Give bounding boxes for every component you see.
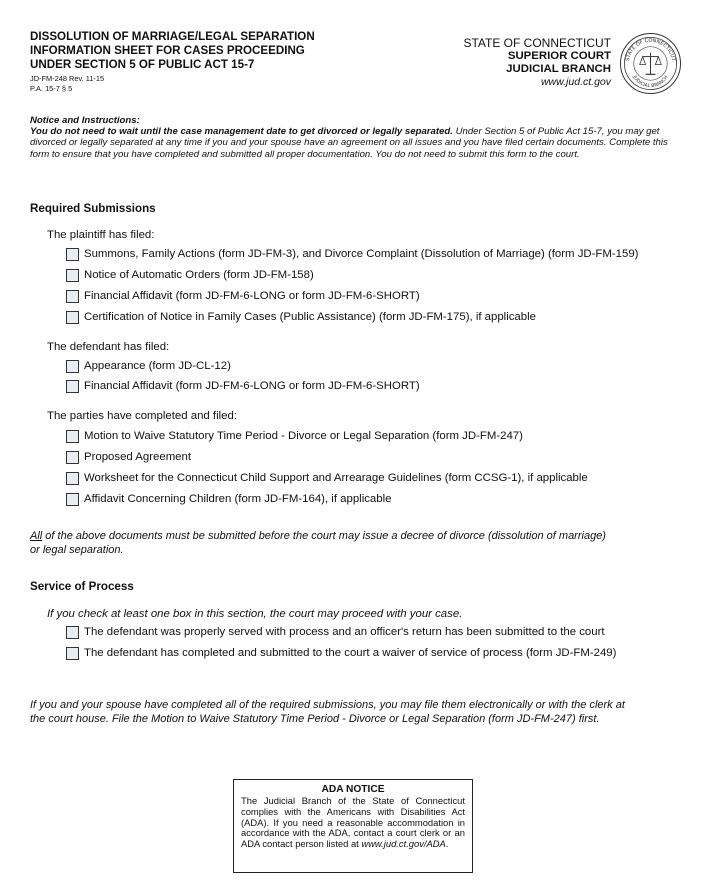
plaintiff-item-certification[interactable] — [66, 309, 536, 325]
instructions-body — [30, 126, 680, 160]
plaintiff-item-summons[interactable] — [66, 246, 638, 262]
ada-link[interactable]: www.jud.ct.gov/ADA — [361, 838, 446, 850]
required-note-text: of the above documents must be submitted before the court may issue a decree of divorce (dissolution of marriage) — [42, 530, 606, 542]
checkbox-label: The defendant has completed and submitted to the court a waiver of service of process (form JD-FM-249) — [84, 647, 617, 659]
checkbox[interactable] — [66, 430, 79, 443]
checkbox[interactable] — [66, 626, 79, 639]
parties-item-affidavit-children[interactable] — [66, 491, 391, 507]
required-note-emphasis: All — [30, 530, 43, 542]
checkbox-label: Summons, Family Actions (form JD-FM-3), and Divorce Complaint (Dissolution of Marriage) (form JD-FM-159) — [84, 248, 639, 260]
checkbox-label: Proposed Agreement — [84, 451, 192, 463]
checkbox[interactable] — [66, 360, 79, 373]
ada-notice-box — [233, 779, 473, 873]
svg-text:JUDICIAL BRANCH: JUDICIAL BRANCH — [631, 75, 670, 90]
checkbox[interactable] — [66, 451, 79, 464]
checkbox-label: Worksheet for the Connecticut Child Support and Arrearage Guidelines (form CCSG-1), if applicable — [84, 472, 588, 484]
notice-and-instructions — [30, 115, 680, 160]
checkbox[interactable] — [66, 647, 79, 660]
required-note — [30, 529, 680, 557]
checkbox-label: Certification of Notice in Family Cases (Public Assistance) (form JD-FM-175), if applicable — [84, 311, 536, 323]
form-title-line-2: INFORMATION SHEET FOR CASES PROCEEDING — [30, 44, 305, 57]
ada-notice-body — [241, 796, 465, 850]
plaintiff-item-financial-affidavit[interactable] — [66, 288, 420, 304]
instructions-lead: You do not need to wait until the case management date to get divorced or legally separated. — [30, 126, 453, 138]
ada-notice-end: . — [445, 838, 449, 850]
closing-line-1: If you and your spouse have completed all of the required submissions, you may file them electronically or with the clerk at — [30, 699, 625, 711]
service-intro: If you check at least one box in this section, the court may proceed with your case. — [47, 608, 463, 620]
checkbox[interactable] — [66, 311, 79, 324]
checkbox-label: Appearance (form JD-CL-12) — [84, 360, 231, 372]
closing-instructions — [30, 698, 680, 726]
website: www.jud.ct.gov — [540, 76, 611, 88]
instructions-heading: Notice and Instructions: — [30, 115, 140, 126]
checkbox-label: The defendant was properly served with process and an officer's return has been submitted to the court — [84, 626, 605, 638]
form-title-line-1: DISSOLUTION OF MARRIAGE/LEGAL SEPARATION — [30, 30, 315, 43]
plaintiff-item-automatic-orders[interactable] — [66, 267, 314, 283]
parties-item-motion-to-waive[interactable] — [66, 428, 523, 444]
svg-text:STATE OF CONNECTICUT: STATE OF CONNECTICUT — [624, 37, 677, 62]
checkbox-label: Motion to Waive Statutory Time Period - Divorce or Legal Separation (form JD-FM-247) — [84, 430, 523, 442]
service-item-served[interactable] — [66, 624, 605, 640]
parties-item-worksheet[interactable] — [66, 470, 588, 486]
court-name: SUPERIOR COURT — [507, 50, 611, 62]
required-note-line-1 — [30, 529, 680, 543]
form-title — [30, 30, 360, 72]
checkbox[interactable] — [66, 248, 79, 261]
defendant-item-financial-affidavit[interactable] — [66, 378, 420, 394]
form-identifier — [30, 74, 104, 94]
ada-notice-title: ADA NOTICE — [321, 784, 385, 795]
checkbox[interactable] — [66, 269, 79, 282]
checkbox[interactable] — [66, 493, 79, 506]
parties-label: The parties have completed and filed: — [47, 410, 237, 422]
ada-notice-text: The Judicial Branch of the State of Connecticut complies with the Americans with Disabilities Act (ADA). If you need a reasonable accommodation in accordance with the ADA, contact a court clerk or an ADA contact person listed at — [241, 795, 465, 850]
service-of-process-heading: Service of Process — [30, 580, 134, 593]
checkbox[interactable] — [66, 290, 79, 303]
checkbox[interactable] — [66, 380, 79, 393]
service-item-waiver[interactable] — [66, 645, 616, 661]
defendant-item-appearance[interactable] — [66, 358, 231, 374]
form-number: JD-FM-248 Rev. 11-15 — [30, 74, 105, 83]
defendant-label: The defendant has filed: — [47, 341, 170, 353]
required-note-line-2: or legal separation. — [30, 544, 124, 556]
checkbox-label: Financial Affidavit (form JD-FM-6-LONG or form JD-FM-6-SHORT) — [84, 290, 420, 302]
state-name: STATE OF CONNECTICUT — [463, 36, 611, 50]
instructions-text: Under Section 5 of Public Act 15-7, you may get divorced or legally separated at any time if you and your spouse have an agreement on all issues and you have filed certain documents. Complete this form to ensure that you have completed and submitted all proper documentation. You do not need to submit this form to the court. — [30, 126, 668, 160]
required-submissions-heading: Required Submissions — [30, 202, 156, 215]
form-title-line-3: UNDER SECTION 5 OF PUBLIC ACT 15-7 — [30, 58, 255, 71]
checkbox-label: Notice of Automatic Orders (form JD-FM-158) — [84, 269, 314, 281]
plaintiff-label: The plaintiff has filed: — [47, 229, 155, 241]
statute-reference: P.A. 15-7 § 5 — [30, 84, 73, 93]
state-seal-icon — [619, 32, 682, 95]
checkbox-label: Financial Affidavit (form JD-FM-6-LONG or form JD-FM-6-SHORT) — [84, 380, 420, 392]
checkbox-label: Affidavit Concerning Children (form JD-FM-164), if applicable — [84, 493, 392, 505]
checkbox[interactable] — [66, 472, 79, 485]
branch-name: JUDICIAL BRANCH — [506, 63, 611, 75]
court-block — [463, 37, 611, 89]
closing-line-2: the court house. File the Motion to Waive Statutory Time Period - Divorce or Legal Separation (form JD-FM-247) first. — [30, 713, 600, 725]
parties-item-proposed-agreement[interactable] — [66, 449, 191, 465]
